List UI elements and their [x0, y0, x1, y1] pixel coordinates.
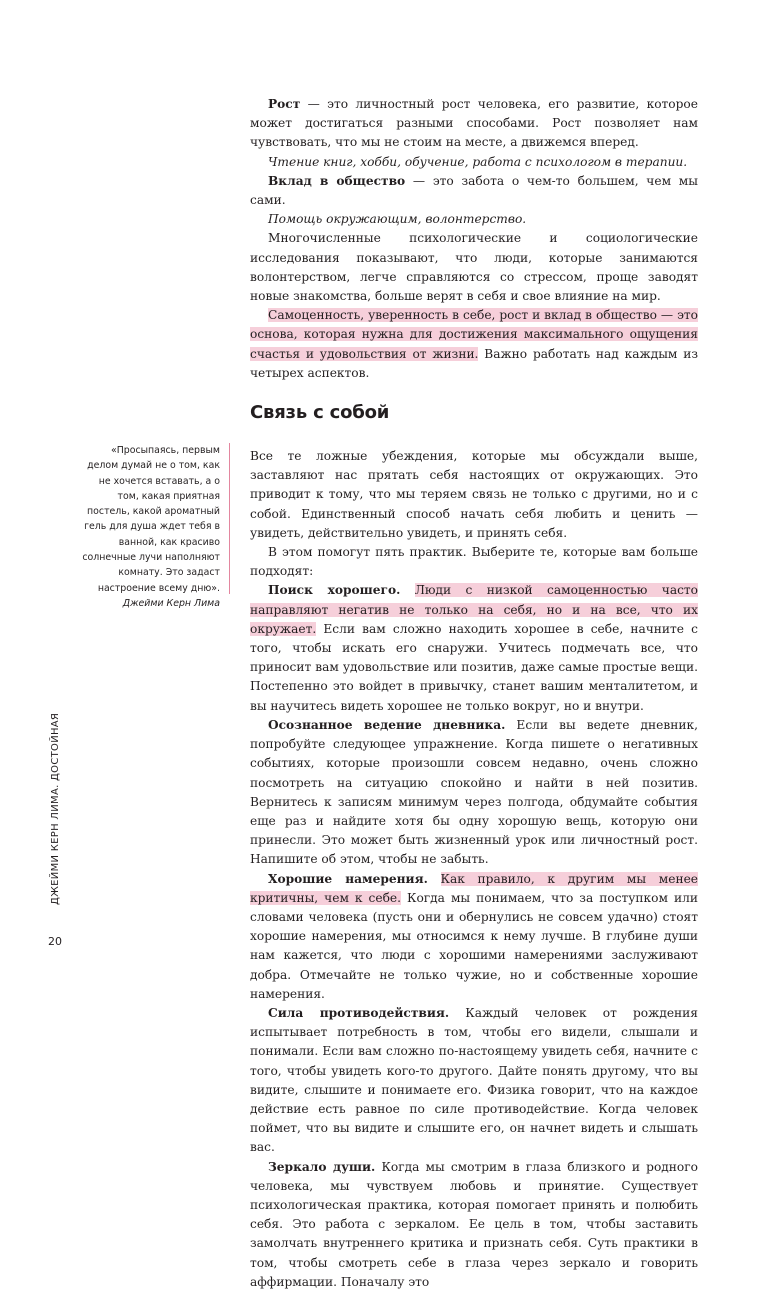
text-summary: Важно работать над каждым из четырех аспектов. [250, 346, 698, 380]
quote-divider [229, 443, 230, 594]
quote-author: Джейми Керн Лима [122, 597, 220, 609]
term-journaling: Осознанное ведение дневника. [268, 717, 506, 732]
running-head: ДЖЕЙМИ КЕРН ЛИМА. ДОСТОЙНАЯ [50, 712, 61, 905]
text-growth: — это личностный рост человека, его развитие, которое может достигаться разными способами. Рост позволяет нам чувствовать, что мы не стоим на месте, а движемся вперед. [250, 97, 698, 150]
highlight-good-intentions: Как правило, к другим мы менее критичны, чем к себе. [250, 871, 698, 905]
term-counteraction: Сила противодействия. [268, 1005, 450, 1020]
term-mirror: Зеркало души. [268, 1159, 376, 1174]
term-good-intentions: Хорошие намерения. [268, 871, 428, 886]
term-contribution: Вклад в общество [268, 173, 406, 188]
text-journaling: Если вы ведете дневник, попробуйте следующее упражнение. Когда пишете о негативных событиях, которые произошли совсем недавно, очень сложно посмотреть на ситуацию спокойно и найти в ней позитив. Вернитесь к записям минимум через полгода, обдумайте события еще раз и найдите хотя бы одну хорошую вещь, которую они принесли. Это может быть жизненный урок или личностный рост. Напишите об этом, чтобы не забыть. [250, 717, 698, 867]
paragraph-journaling [250, 716, 698, 870]
paragraph-mirror [250, 1158, 698, 1292]
paragraph-counteraction [250, 1004, 698, 1158]
paragraph-false-beliefs: Все те ложные убеждения, которые мы обсуждали выше, заставляют нас прятать себя настоящих от окружающих. Это приводит к тому, что мы теряем связь не только с другими, но и с собой. Единственный способ начать себя любить и ценить — увидеть, действительно увидеть, и принять себя. [250, 449, 698, 540]
paragraph-growth [250, 95, 698, 153]
text-counteraction: Каждый человек от рождения испытывает потребность в том, чтобы его видели, слышали и понимали. Если вам сложно по-настоящему увидеть себя, начните с того, чтобы увидеть кого-то другого. Дайте понять другому, что вы видите, слышите и понимаете его. Физика говорит, что на каждое действие есть равное по силе противодействие. Когда человек поймет, что вы видите и слышите его, он начнет видеть и слышать вас. [250, 1005, 698, 1155]
paragraph-five-practices: В этом помогут пять практик. Выберите те, которые вам больше подходят: [250, 545, 698, 579]
paragraph-good-intentions [250, 870, 698, 1004]
quote-text: «Просыпаясь, первым делом думай не о том, как не хочется вставать, а о том, какая приятная постель, какой ароматный гель для душа ждет тебя в ванной, как красиво солнечные лучи наполняют комнату. Это задаст настроение всему дню». [82, 445, 220, 594]
sidebar-quote [80, 443, 220, 611]
paragraph-summary [250, 306, 698, 383]
main-text-column [250, 95, 698, 1292]
term-growth: Рост [268, 97, 301, 111]
term-search-good: Поиск хорошего. [268, 583, 401, 598]
text-good-intentions: Когда мы понимаем, что за поступком или словами человека (пусть они и обернулись не совсем удачно) стоят хорошие намерения, мы относимся к нему лучше. В глубине души нам кажется, что люди с хорошими намерениями заслуживают добра. Отмечайте не только чужие, но и собственные хорошие намерения. [250, 890, 698, 1001]
paragraph-research: Многочисленные психологические и социологические исследования показывают, что люди, которые занимаются волонтерством, легче справляются со стрессом, проще заводят новые знакомства, больше верят в себя и свое влияние на мир. [250, 231, 698, 304]
example-contribution: Помощь окружающим, волонтерство. [268, 212, 527, 227]
paragraph-search-good [250, 581, 698, 715]
highlight-summary: Самоценность, уверенность в себе, рост и вклад в общество — это основа, которая нужна для достижения максимального ощущения счастья и удовольствия от жизни. [250, 308, 698, 361]
example-growth: Чтение книг, хобби, обучение, работа с психологом в терапии. [268, 154, 688, 169]
text-mirror: Когда мы смотрим в глаза близкого и родного человека, мы чувствуем любовь и принятие. Существует психологическая практика, которая помогает принять и полюбить себя. Это работа с зеркалом. Ее цель в том, чтобы заставить замолчать внутреннего критика и признать себя. Суть практики в том, чтобы смотреть себе в глаза через зеркало и говорить аффирмации. Поначалу это [250, 1159, 698, 1289]
text-search-good: Если вам сложно находить хорошее в себе, начните с того, чтобы искать его снаружи. Учитесь подмечать все, что приносит вам удовольствие или позитив, даже самые простые вещи. Постепенно это войдет в привычку, станет вашим менталитетом, и вы научитесь видеть хорошее не только вокруг, но и внутри. [250, 621, 698, 713]
text-contribution: — это забота о чем-то большем, чем мы сами. [250, 173, 698, 208]
page-number: 20 [48, 935, 62, 948]
highlight-search-good: Люди с низкой самоценностью часто направляют негатив не только на себя, но и на все, что их окружает. [250, 583, 698, 636]
paragraph-contribution [250, 172, 698, 210]
section-heading: Связь с собой [250, 402, 390, 424]
